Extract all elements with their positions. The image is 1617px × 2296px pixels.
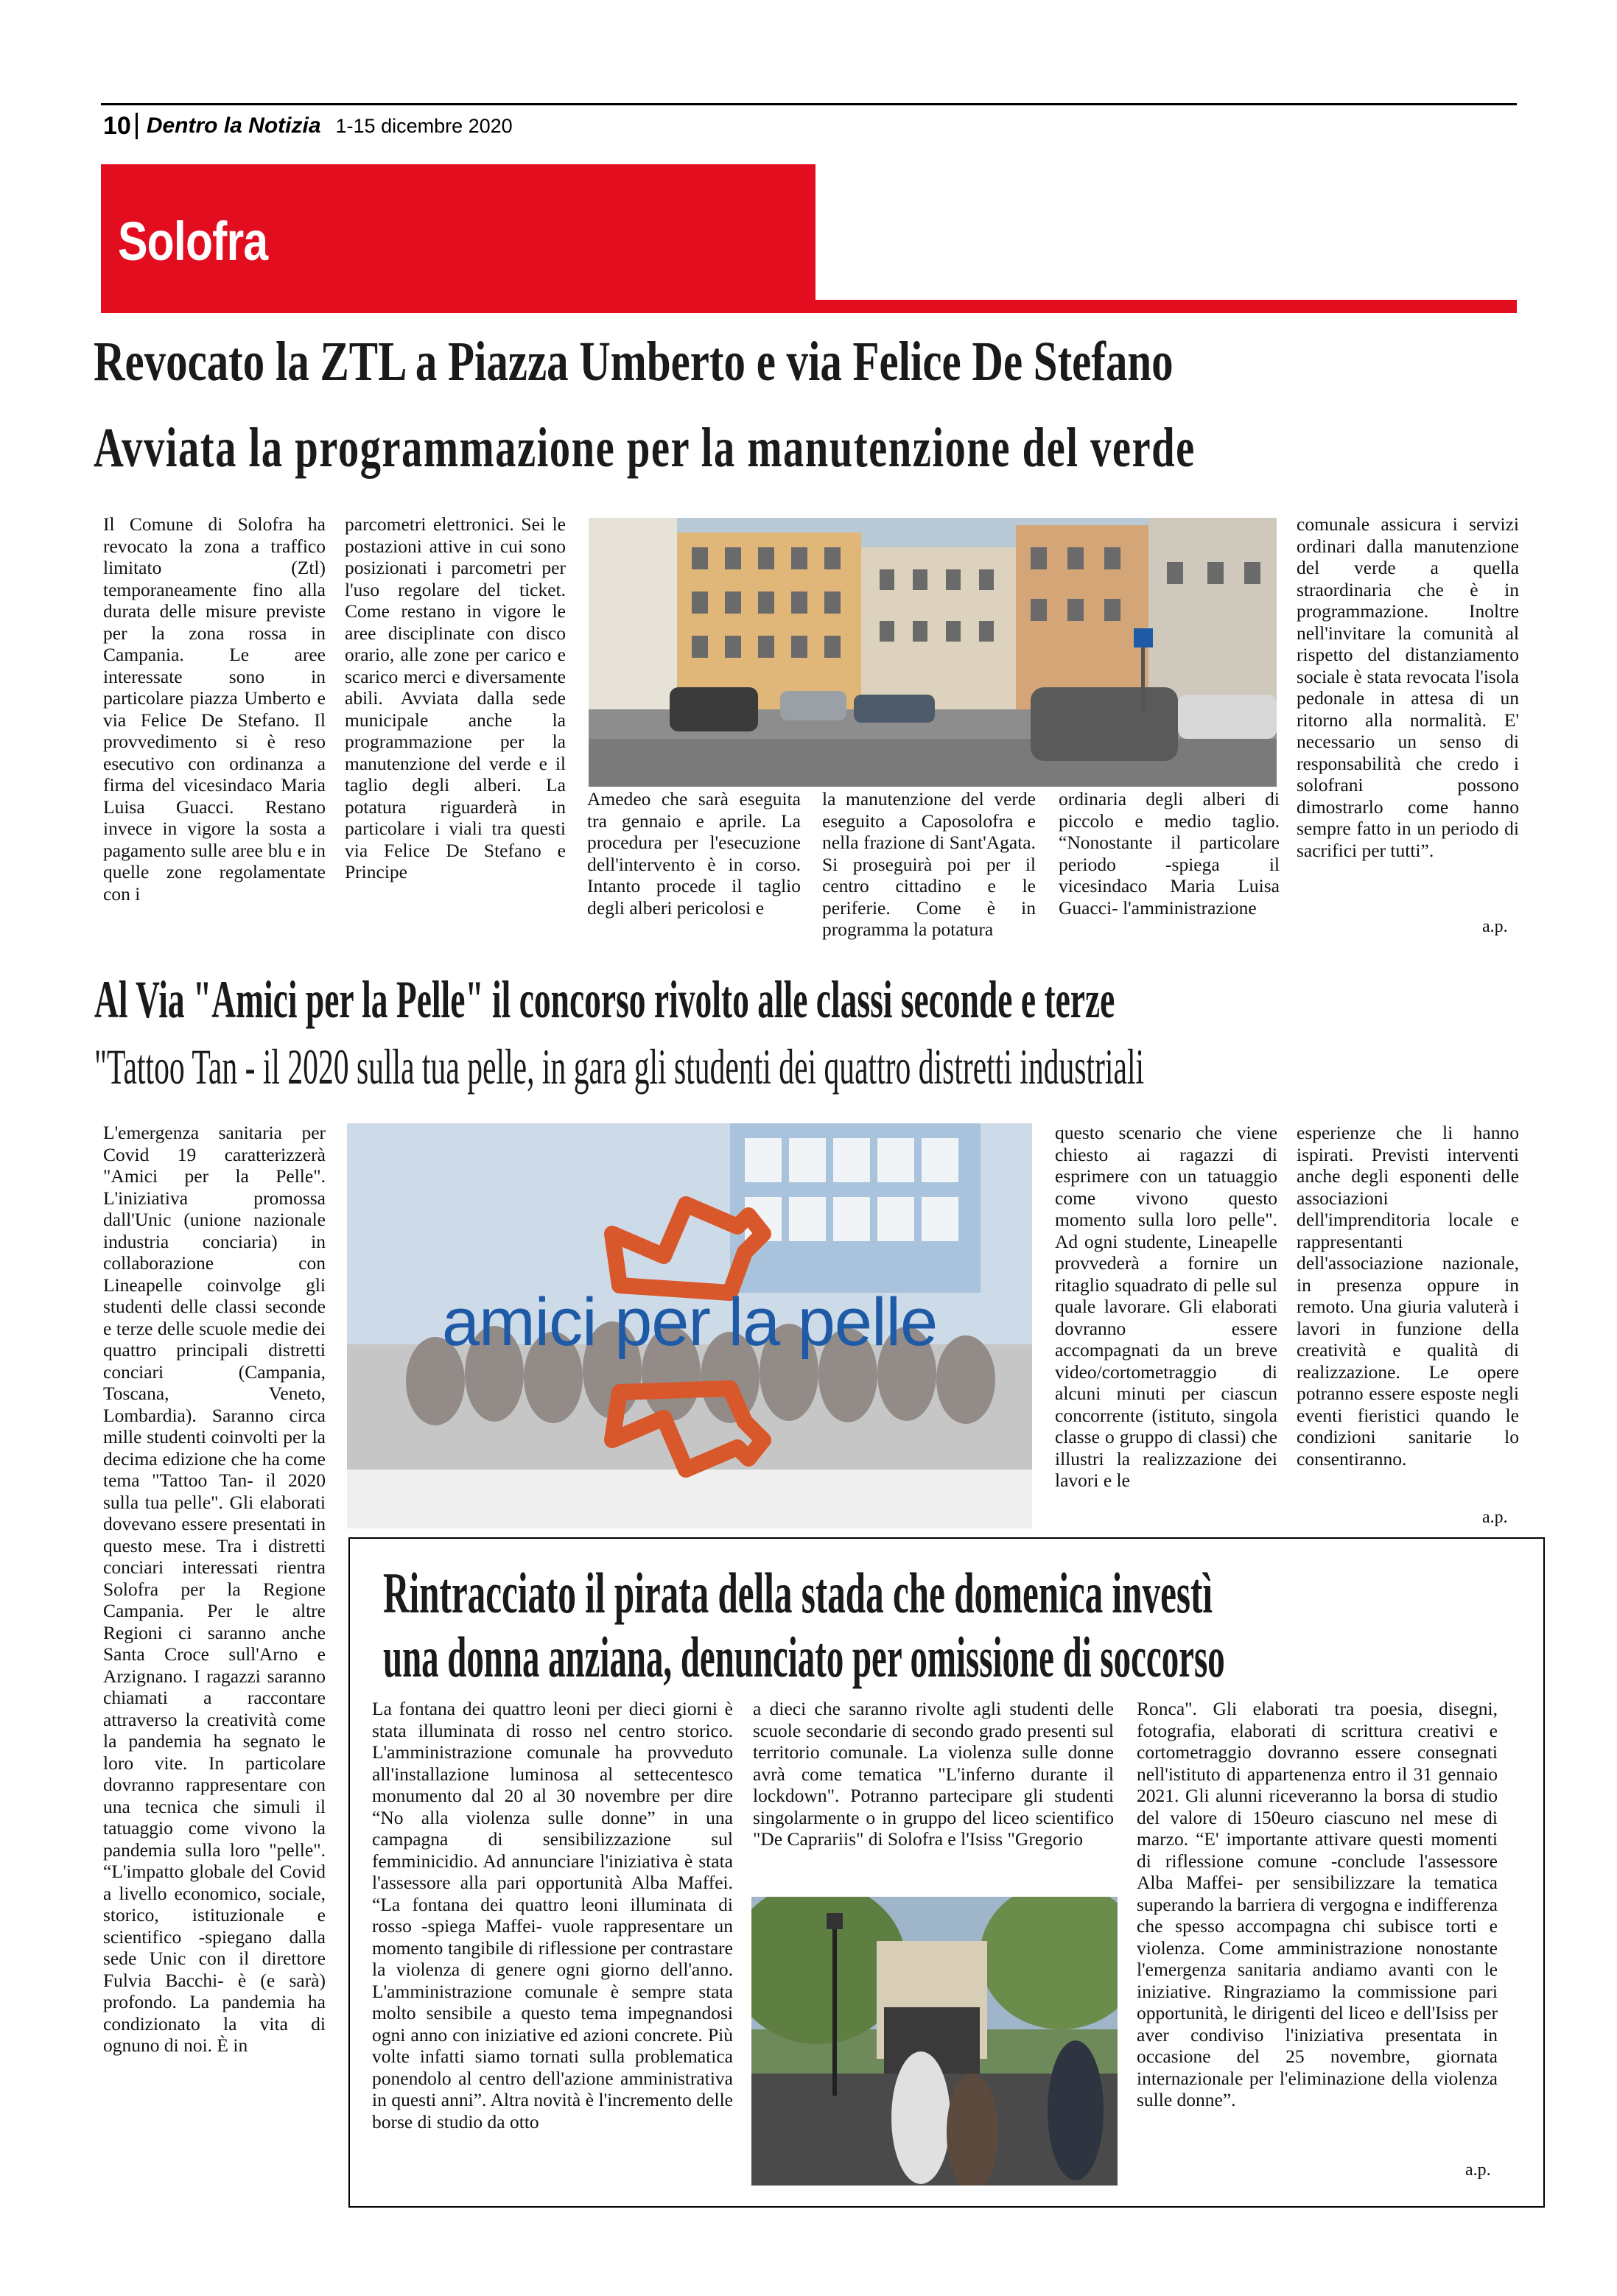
publication-name: Dentro la Notizia [146,113,321,138]
street-scene-photo [751,1897,1118,2186]
section-rule [101,300,1517,313]
article2-byline: a.p. [1482,1508,1508,1527]
article3-col1: La fontana dei quattro leoni per dieci giorni è stata illuminata di rosso nel centro storico. L'amministrazione comunale ha provveduto all'installazione luminosa al settecentesco monumento dal 20 al 30 novembre per dire “No alla violenza sulle donne” in una campagna di sensibilizzazione sul femminicidio. Ad annunciare l'iniziativa è stata l'assessore alla pari opportunità Alba Maffei. “La fontana dei quattro leoni illuminata di rosso -spiega Maffei- vuole rappresentare un momento tangibile di riflessione per contrastare la violenza di genere ogni giorno dell'anno. L'amministrazione comunale è sempre stata molto sensibile a questo tema impegnandosi ogni anno con iniziative ed azioni concrete. Più volte infatti siamo tornati sulla problematica ponendolo al centro dell'azione amministrativa in questi anni”. Altra novità è l'incremento delle borse di studio da otto [372,1698,733,2132]
article3-fountain-photo [751,1897,1118,2186]
article1-col3: Amedeo che sarà eseguita tra gennaio e aprile. La procedura per l'esecuzione dell'intervento è in corso. Intanto procede il taglio degli alberi pericolosi e [587,788,801,919]
article3-byline: a.p. [1465,2160,1491,2180]
article1-col2: parcometri elettronici. Sei le postazioni attive in cui sono posizionati i parcometri per l'uso regolare del ticket. Come restano in vigore le aree disciplinate con disco orario, alle zone per carico e scarico merci e diversamente abili. Avviata dalla sede municipale anche la programmazione per la manutenzione del verde e il taglio degli alberi. La potatura riguarderà in particolare i viali tra questi via Felice De Stefano e Principe [345,513,566,882]
article1-col1: Il Comune di Solofra ha revocato la zona a traffico limitato (Ztl) temporaneamente fino alla durata delle misure previste per la zona rossa in Campania. Le aree interessate sono in particolare piazza Umberto e via Felice De Stefano. Il provvedimento si è reso esecutivo con ordinanza a firma del vicesindaco Maria Luisa Guacci. Restano invece in vigore la sosta a pagamento sulle aree blu e in quelle zone regolamentate con i [103,513,326,905]
article3-col2: a dieci che saranno rivolte agli studenti delle scuole secondarie di secondo grado presenti sul territorio comunale. La violenza sulle donne avrà come tematica "L'inferno durante il lockdown". Potranno partecipare gli studenti singolarmente o in gruppo del liceo scientifico "De Caprariis" di Solofra e l'Isiss "Gregorio [753,1698,1114,1850]
article1-col5: ordinaria degli alberi di piccolo e medio taglio. “Nonostante il particolare periodo -spiega il vicesindaco Maria Luisa Guacci- l'amministrazione [1059,788,1280,919]
header-rule [101,103,1517,105]
article2-col1: L'emergenza sanitaria per Covid 19 caratterizzerà "Amici per la Pelle". L'iniziativa promossa dall'Unic (unione nazionale industria conciaria) in collaborazione con Lineapelle coinvolge gli studenti delle classi seconde e terze delle scuole medie dei quattro principali distretti conciari (Campania, Toscana, Veneto, Lombardia). Saranno circa mille studenti coinvolti per la decima edizione che ha come tema "Tattoo Tan- il 2020 sulla tua pelle". Gli elaborati dovevano essere presentati in questo mese. Tra i distretti conciari interessati rientra Solofra per la Regione Campania. Per le altre Regioni ci saranno anche Santa Croce sull'Arno e Arzignano. I ragazzi saranno chiamati a raccontare attraverso la creatività come la pandemia ha segnato le loro vite. In particolare dovranno rappresentare con una tecnica che simuli il tatuaggio come vivono la pandemia sulla loro "pelle". “L'impatto globale del Covid a livello economico, sociale, storico, istituzionale e scientifico -spiegano dalla sede Unic con il direttore Fulvia Bacchi- è (e sarà) profondo. La pandemia ha condizionato la vita di ognuno di noi. È in [103,1122,326,2056]
article1-street-photo [589,518,1277,787]
article2-event-photo [347,1123,1032,1528]
article2-col3: esperienze che li hanno ispirati. Previsti interventi anche degli esponenti delle associazioni dell'imprenditoria locale e rappresentanti dell'associazione nazionale, in presenza oppure in remoto. Una giuria valuterà i lavori in funzione della creatività e qualità di realizzazione. Le opere potranno essere esposte negli eventi fieristici quando le condizioni sanitarie lo consentiranno. [1297,1122,1519,1470]
article3-col3: Ronca". Gli elaborati tra poesia, disegni, fotografia, elaborati di scrittura creativi e cortometraggio dovranno essere consegnati nell'istituto di appartenenza entro il 31 gennaio 2021. Gli alunni riceveranno la borsa di studio del valore di 150euro ciascuno nel mese di marzo. “E' importante attivare questi momenti di riflessione comune -conclude l'assessore Alba Maffei- per sensibilizzare la tematica superando la barriera di vergogna e indifferenza che spesso accompagna chi subisce torti e violenza. Come amministrazione nonostante l'emergenza sanitaria andiamo avanti con le iniziative. Ringraziamo la commissione pari opportunità, le dirigenti del liceo e dell'Isiss per aver condiviso l'iniziativa presentata in occasione del 25 novembre, giornata internazionale per l'eliminazione della violenza sulle donne”. [1137,1698,1498,2110]
article1-byline: a.p. [1482,917,1508,936]
article1-headline-line2: Avviata la programmazione per la manutenzione del verde [94,417,1196,479]
issue-date: 1-15 dicembre 2020 [335,114,513,137]
section-label: Solofra [118,211,268,272]
article2-headline: Al Via "Amici per la Pelle" il concorso rivolto alle classi seconde e terze [94,970,1115,1029]
page-number: 10 [103,111,131,140]
article2-subhead: "Tattoo Tan - il 2020 sulla tua pelle, in gara gli studenti dei quattro distretti industriali [94,1039,1145,1095]
article2-col2: questo scenario che viene chiesto ai ragazzi di esprimere con un tatuaggio come vivono questo momento sulla loro pelle". Ad ogni studente, Lineapelle provvederà a fornire un ritaglio squadrato di pelle sul quale lavorare. Gli elaborati dovranno essere accompagnati da un breve video/cortometraggio di alcuni minuti per ciascun concorrente (istituto, singola classe o gruppo di classi) che illustri la realizzazione dei lavori e le [1055,1122,1277,1491]
article3-headline-line1: Rintracciato il pirata della stada che domenica investì [383,1561,1213,1625]
page-header [103,109,513,143]
article1-col6: comunale assicura i servizi ordinari dalla manutenzione del verde a quella straordinaria che è in programmazione. Inoltre nell'invitare la comunità al rispetto del distanziamento sociale è stata revocata l'isola pedonale in attesa di un ritorno alla normalità. E' necessario un senso di responsabilità che credo i solofrani possono dimostrarlo come hanno sempre fatto in un periodo di sacrifici per tutti”. [1297,513,1519,861]
amici-per-la-pelle-logo-text: amici per la pelle [441,1285,938,1360]
article1-headline-line1: Revocato la ZTL a Piazza Umberto e via Felice De Stefano [94,331,1174,393]
piazza-umberto-photo-icon [589,518,1277,787]
article3-headline-line2: una donna anziana, denunciato per omissione di soccorso [383,1625,1225,1689]
article1-col4: la manutenzione del verde eseguito a Caposolofra e nella frazione di Sant'Agata. Si proseguirà poi per il centro cittadino e le periferie. Come è in programma la potatura [822,788,1036,940]
header-divider [136,113,138,139]
